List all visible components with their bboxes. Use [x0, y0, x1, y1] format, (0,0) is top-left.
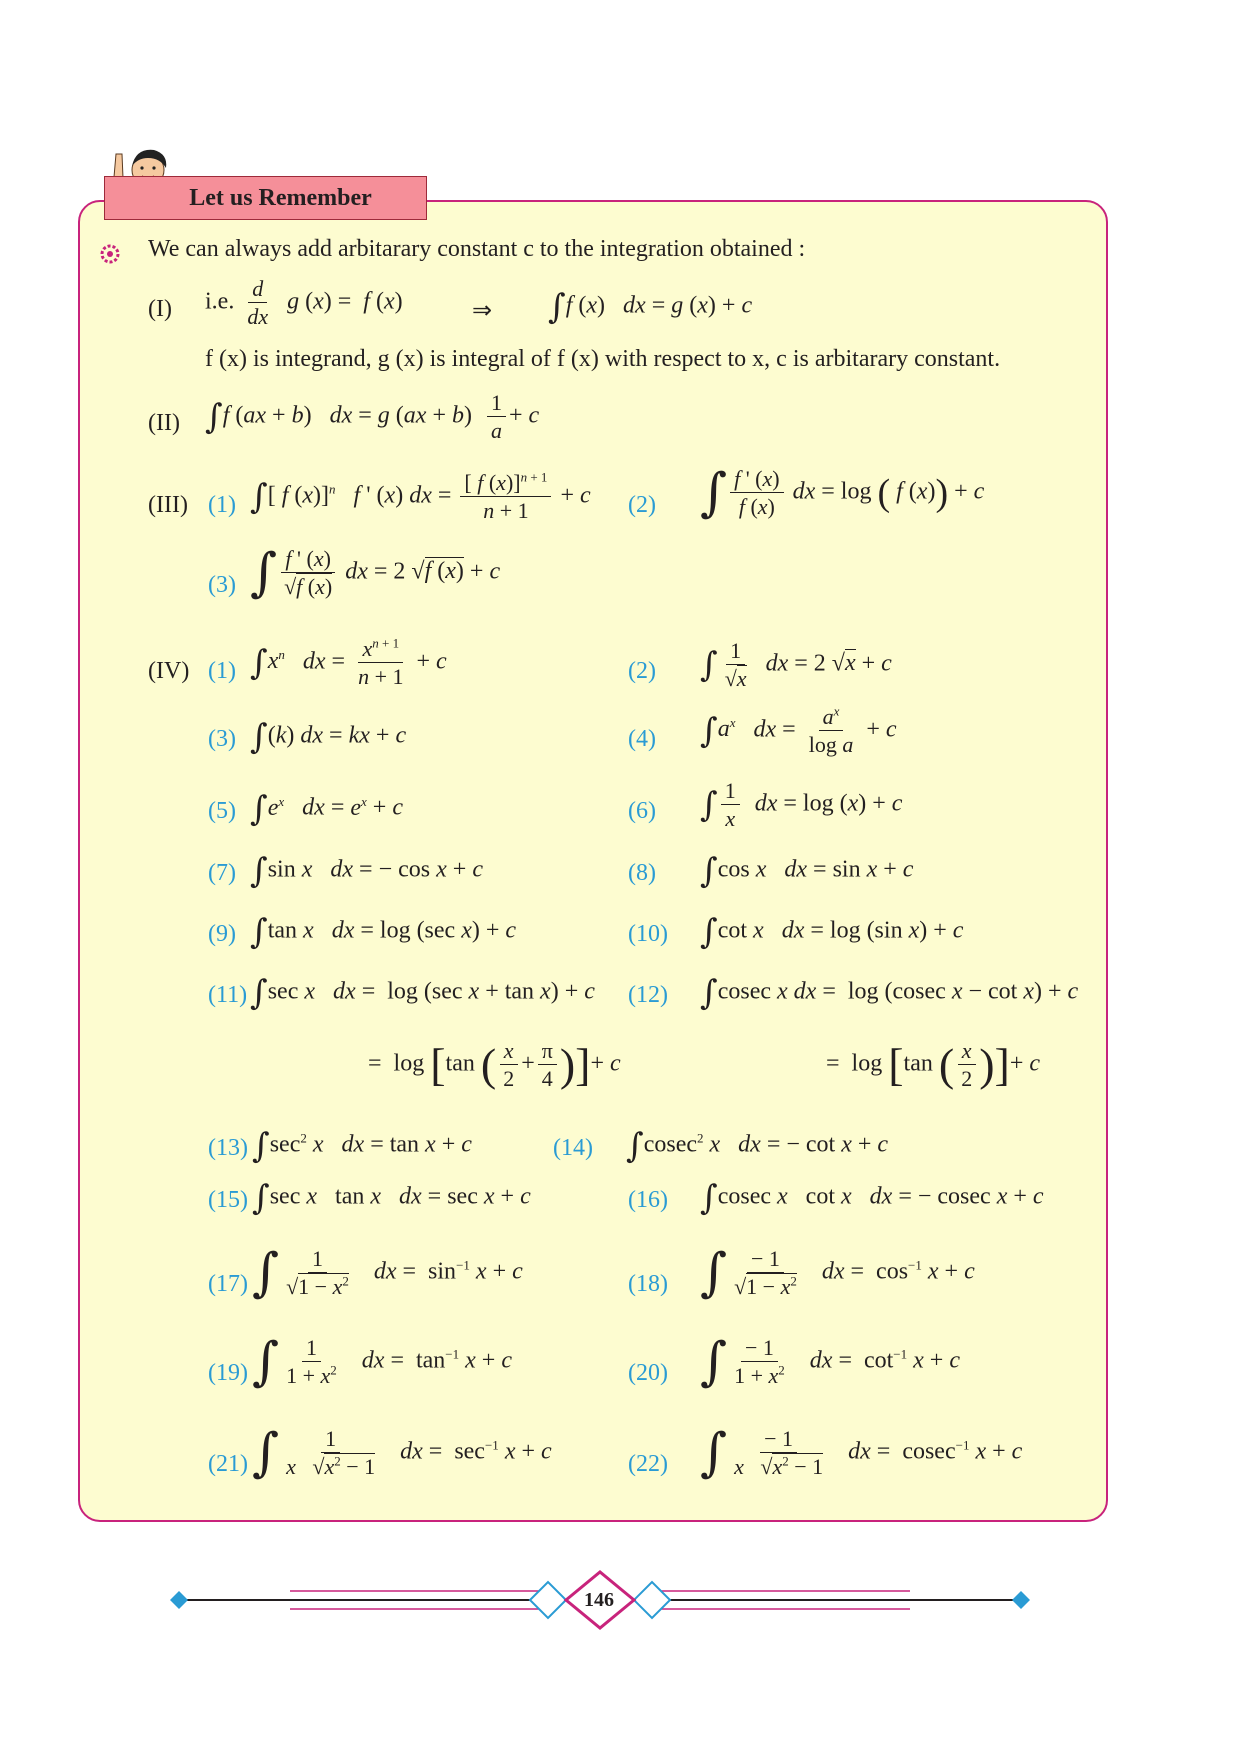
- rule-IV-label: (IV): [148, 658, 190, 684]
- rule-IV-11-formula: ∫sec x dx = log (sec x + tan x) + c: [250, 973, 595, 1013]
- rule-IV-12-formula: ∫cosec x dx = log (cosec x − cot x) + c: [700, 973, 1079, 1013]
- implies-arrow: ⇒: [472, 298, 493, 324]
- rule-IV-9-label: (9): [208, 921, 236, 947]
- rule-IV-15-label: (15): [208, 1187, 248, 1213]
- rule-IV-22-formula: ∫ $\frac{- 1}{x √x^2 - 1}$ dx = cosec$^{-1}$ x + c: [700, 1422, 1023, 1483]
- rule-IV-18-label: (18): [628, 1271, 668, 1297]
- rule-IV-12-label: (12): [628, 982, 668, 1008]
- rule-IV-5-label: (5): [208, 798, 236, 824]
- rule-I-label: (I): [148, 296, 172, 322]
- rule-IV-20-formula: ∫ $\frac{- 1}{1 + x^2}$ dx = $\cot^{-1} x + c$: [700, 1331, 960, 1392]
- rule-IV-9-formula: ∫tan x dx = log (sec x) + c: [250, 912, 517, 952]
- rule-III-label: (III): [148, 492, 188, 518]
- page-number: 146: [584, 1588, 614, 1611]
- rule-IV-1-label: (1): [208, 658, 236, 684]
- rule-IV-5-formula: $\int e^x$ dx = $e^x + c$: [250, 789, 403, 829]
- rule-IV-10-label: (10): [628, 921, 668, 947]
- rule-IV-7-label: (7): [208, 860, 236, 886]
- rule-IV-3-formula: ∫(k) dx = kx + c: [250, 717, 407, 757]
- rule-III-1-label: (1): [208, 492, 236, 518]
- rule-IV-7-formula: ∫sin x dx = − cos x + c: [250, 851, 483, 891]
- flower-bullet-icon: [100, 244, 120, 264]
- rule-II-formula: ∫f (ax + b) dx = g (ax + b) $\frac{1}{a}$ + c: [205, 390, 540, 444]
- rule-IV-19-formula: ∫ $\frac{1}{1 + x^2}$ dx = $\tan^{-1} x + c$: [252, 1331, 512, 1392]
- rule-IV-4-formula: $\int a^x$ dx = $\frac{a^x}{\text{log a}}$ + c: [700, 703, 897, 758]
- rule-IV-20-label: (20): [628, 1360, 668, 1386]
- rule-IV-14-formula: ∫cosec$^2$ x dx = − cot x + c: [626, 1126, 889, 1166]
- rule-I-integral: ∫f (x) dx = g (x) + c: [548, 287, 753, 327]
- rule-III-1-formula: ∫[ f (x)]$^n$ f ' (x) dx = $\frac{[ f (x)]^{n + 1}}{n + 1}$ + c: [250, 469, 591, 524]
- section-heading: Let us Remember: [104, 176, 427, 220]
- rule-III-3-formula: ∫ $\frac{f ' (x)}{√f (x)}$ dx = 2 √f (x) + c: [250, 542, 501, 603]
- rule-III-2-formula: ∫ $\frac{f ' (x)}{f (x)}$ dx = log ( f (x)) + c: [700, 462, 985, 523]
- rule-IV-11-alt: = log [tan ( $\frac{x}{2}$ + $\frac{\pi}{4}$ )]+ c: [368, 1038, 621, 1092]
- rule-IV-11-label: (11): [208, 982, 248, 1008]
- rule-IV-6-formula: ∫ $\frac{1}{x}$ dx = log (x) + c: [700, 778, 903, 832]
- rule-IV-1-formula: $\int x^n$ dx = $\frac{x^{n + 1}}{n + 1}$ + c: [250, 635, 447, 690]
- rule-II-label: (II): [148, 410, 180, 436]
- rule-IV-14-label: (14): [553, 1135, 593, 1161]
- rule-IV-3-label: (3): [208, 726, 236, 752]
- rule-IV-15-formula: ∫sec x tan x dx = sec x + c: [252, 1178, 531, 1218]
- rule-III-3-label: (3): [208, 572, 236, 598]
- rule-I-note: f (x) is integrand, g (x) is integral of f (x) with respect to x, c is arbitarary constant.: [205, 346, 1001, 372]
- rule-IV-16-label: (16): [628, 1187, 668, 1213]
- rule-IV-4-label: (4): [628, 726, 656, 752]
- rule-IV-17-label: (17): [208, 1271, 248, 1297]
- rule-IV-13-formula: $\int\sec^2$ x dx = tan x + c: [252, 1126, 472, 1166]
- rule-IV-21-label: (21): [208, 1451, 248, 1477]
- rule-IV-8-label: (8): [628, 860, 656, 886]
- rule-IV-12-alt: = log [tan ( $\frac{x}{2}$ )]+ c: [826, 1038, 1041, 1092]
- rule-IV-6-label: (6): [628, 798, 656, 824]
- intro-text: We can always add arbitarary constant c to the integration obtained :: [148, 236, 806, 262]
- rule-IV-18-formula: ∫ $\frac{- 1}{√1 - x^2}$ dx = $\cos^{-1} x + c$: [700, 1242, 975, 1303]
- rule-IV-2-formula: ∫ $\frac{1}{√x}$ dx = 2 √x + c: [700, 638, 892, 692]
- rule-IV-17-formula: ∫ $\frac{1}{√1 - x^2}$ dx = $\sin^{-1} x + c$: [252, 1242, 523, 1303]
- rule-IV-13-label: (13): [208, 1135, 248, 1161]
- rule-I-derivative: i.e. $\frac{d}{dx}$ g (x) = f (x): [205, 276, 403, 330]
- rule-IV-8-formula: ∫cos x dx = sin x + c: [700, 851, 914, 891]
- rule-IV-19-label: (19): [208, 1360, 248, 1386]
- rule-IV-21-formula: ∫ $\frac{1}{x √x^2 - 1}$ dx = $\sec^{-1} x + c$: [252, 1422, 552, 1483]
- rule-IV-2-label: (2): [628, 658, 656, 684]
- rule-IV-10-formula: ∫cot x dx = log (sin x) + c: [700, 912, 964, 952]
- rule-IV-16-formula: ∫cosec x cot x dx = − cosec x + c: [700, 1178, 1044, 1218]
- rule-IV-22-label: (22): [628, 1451, 668, 1477]
- rule-III-2-label: (2): [628, 492, 656, 518]
